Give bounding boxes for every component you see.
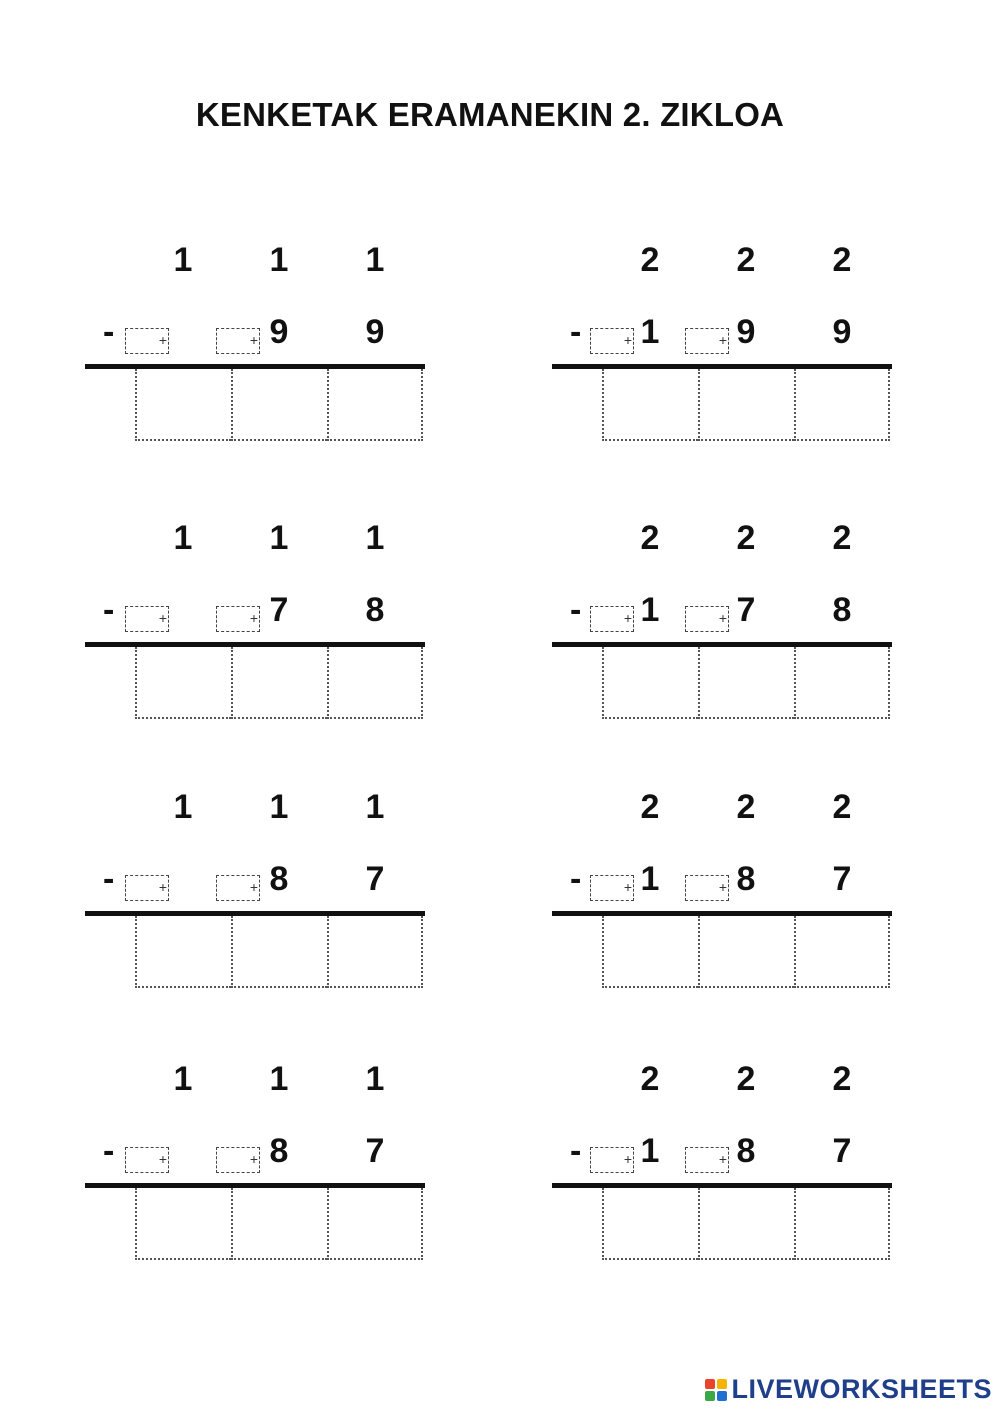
minuend-digit: 1 <box>173 519 193 557</box>
carry-input[interactable] <box>590 606 634 632</box>
answer-input[interactable] <box>602 369 698 441</box>
minuend-digit: 2 <box>832 1060 852 1098</box>
plus-mark: + <box>623 879 632 895</box>
minuend-digit: 2 <box>736 1060 756 1098</box>
subtrahend-digit: 8 <box>736 860 756 898</box>
subtrahend-digit: 7 <box>365 860 385 898</box>
plus-mark: + <box>158 332 167 348</box>
answer-input[interactable] <box>602 1188 698 1260</box>
subtrahend-digit: 9 <box>832 313 852 351</box>
plus-mark: + <box>623 1151 632 1167</box>
subtrahend-digit: 8 <box>365 591 385 629</box>
subtrahend-digit: 8 <box>736 1132 756 1170</box>
minus-sign: - <box>570 313 582 351</box>
minuend-digit: 1 <box>173 241 193 279</box>
answer-input[interactable] <box>135 369 231 441</box>
subtrahend-digit: 7 <box>832 1132 852 1170</box>
answer-input[interactable] <box>135 647 231 719</box>
minuend-digit: 2 <box>640 241 660 279</box>
carry-input[interactable] <box>685 875 729 901</box>
subtrahend-digit: 7 <box>832 860 852 898</box>
minuend-digit: 2 <box>640 519 660 557</box>
answer-input[interactable] <box>231 1188 327 1260</box>
minuend-digit: 2 <box>832 519 852 557</box>
plus-mark: + <box>718 879 727 895</box>
answer-input[interactable] <box>794 916 890 988</box>
answer-input[interactable] <box>698 1188 794 1260</box>
subtrahend-digit: 9 <box>365 313 385 351</box>
minuend-digit: 1 <box>173 1060 193 1098</box>
carry-input[interactable] <box>216 606 260 632</box>
subtrahend-digit: 1 <box>640 591 660 629</box>
plus-mark: + <box>718 1151 727 1167</box>
answer-input[interactable] <box>794 369 890 441</box>
answer-input[interactable] <box>794 1188 890 1260</box>
plus-mark: + <box>158 879 167 895</box>
minuend-digit: 2 <box>832 788 852 826</box>
carry-input[interactable] <box>590 1147 634 1173</box>
minuend-digit: 2 <box>640 788 660 826</box>
minuend-digit: 1 <box>365 1060 385 1098</box>
subtrahend-digit: 1 <box>640 313 660 351</box>
subtrahend-digit: 1 <box>640 860 660 898</box>
subtraction-problem <box>552 1059 912 1279</box>
carry-input[interactable] <box>590 875 634 901</box>
answer-input[interactable] <box>231 916 327 988</box>
minuend-digit: 2 <box>832 241 852 279</box>
subtrahend-digit: 8 <box>832 591 852 629</box>
minuend-digit: 1 <box>269 788 289 826</box>
answer-input[interactable] <box>698 369 794 441</box>
carry-input[interactable] <box>216 328 260 354</box>
subtrahend-digit: 7 <box>365 1132 385 1170</box>
brand-name: LIVEWORKSHEETS <box>731 1374 992 1404</box>
plus-mark: + <box>249 332 258 348</box>
answer-input[interactable] <box>602 916 698 988</box>
answer-input[interactable] <box>135 1188 231 1260</box>
answer-input[interactable] <box>231 369 327 441</box>
answer-input[interactable] <box>135 916 231 988</box>
subtrahend-digit: 9 <box>736 313 756 351</box>
minuend-digit: 2 <box>736 241 756 279</box>
subtraction-problem <box>552 240 912 460</box>
subtraction-problem <box>85 240 445 460</box>
minuend-digit: 1 <box>365 519 385 557</box>
answer-input[interactable] <box>327 369 423 441</box>
subtraction-problem <box>85 1059 445 1279</box>
minuend-digit: 1 <box>365 241 385 279</box>
plus-mark: + <box>623 610 632 626</box>
answer-input[interactable] <box>231 647 327 719</box>
carry-input[interactable] <box>685 1147 729 1173</box>
plus-mark: + <box>158 1151 167 1167</box>
subtraction-problem <box>552 787 912 1007</box>
carry-input[interactable] <box>685 328 729 354</box>
carry-input[interactable] <box>685 606 729 632</box>
answer-input[interactable] <box>698 647 794 719</box>
carry-input[interactable] <box>216 875 260 901</box>
answer-input[interactable] <box>794 647 890 719</box>
minuend-digit: 1 <box>365 788 385 826</box>
plus-mark: + <box>623 332 632 348</box>
minus-sign: - <box>570 591 582 629</box>
plus-mark: + <box>249 1151 258 1167</box>
plus-mark: + <box>718 610 727 626</box>
minus-sign: - <box>103 860 115 898</box>
brand <box>705 1374 992 1405</box>
liveworksheets-logo-icon <box>705 1379 727 1401</box>
subtrahend-digit: 8 <box>269 1132 289 1170</box>
carry-input[interactable] <box>216 1147 260 1173</box>
minuend-digit: 2 <box>736 788 756 826</box>
carry-input[interactable] <box>125 1147 169 1173</box>
carry-input[interactable] <box>125 606 169 632</box>
answer-input[interactable] <box>327 647 423 719</box>
plus-mark: + <box>249 610 258 626</box>
minuend-digit: 2 <box>736 519 756 557</box>
plus-mark: + <box>158 610 167 626</box>
subtraction-problem <box>85 787 445 1007</box>
plus-mark: + <box>249 879 258 895</box>
answer-input[interactable] <box>602 647 698 719</box>
subtrahend-digit: 8 <box>269 860 289 898</box>
carry-input[interactable] <box>125 875 169 901</box>
worksheet-title: KENKETAK ERAMANEKIN 2. ZIKLOA <box>195 96 785 133</box>
minus-sign: - <box>570 860 582 898</box>
carry-input[interactable] <box>125 328 169 354</box>
minuend-digit: 1 <box>269 241 289 279</box>
minus-sign: - <box>103 1132 115 1170</box>
answer-input[interactable] <box>698 916 794 988</box>
subtraction-problem <box>85 518 445 738</box>
minuend-digit: 1 <box>269 1060 289 1098</box>
minus-sign: - <box>570 1132 582 1170</box>
subtrahend-digit: 9 <box>269 313 289 351</box>
minuend-digit: 2 <box>640 1060 660 1098</box>
subtrahend-digit: 7 <box>736 591 756 629</box>
minuend-digit: 1 <box>269 519 289 557</box>
subtrahend-digit: 7 <box>269 591 289 629</box>
minus-sign: - <box>103 313 115 351</box>
answer-input[interactable] <box>327 1188 423 1260</box>
answer-input[interactable] <box>327 916 423 988</box>
minus-sign: - <box>103 591 115 629</box>
carry-input[interactable] <box>590 328 634 354</box>
plus-mark: + <box>718 332 727 348</box>
subtrahend-digit: 1 <box>640 1132 660 1170</box>
minuend-digit: 1 <box>173 788 193 826</box>
subtraction-problem <box>552 518 912 738</box>
